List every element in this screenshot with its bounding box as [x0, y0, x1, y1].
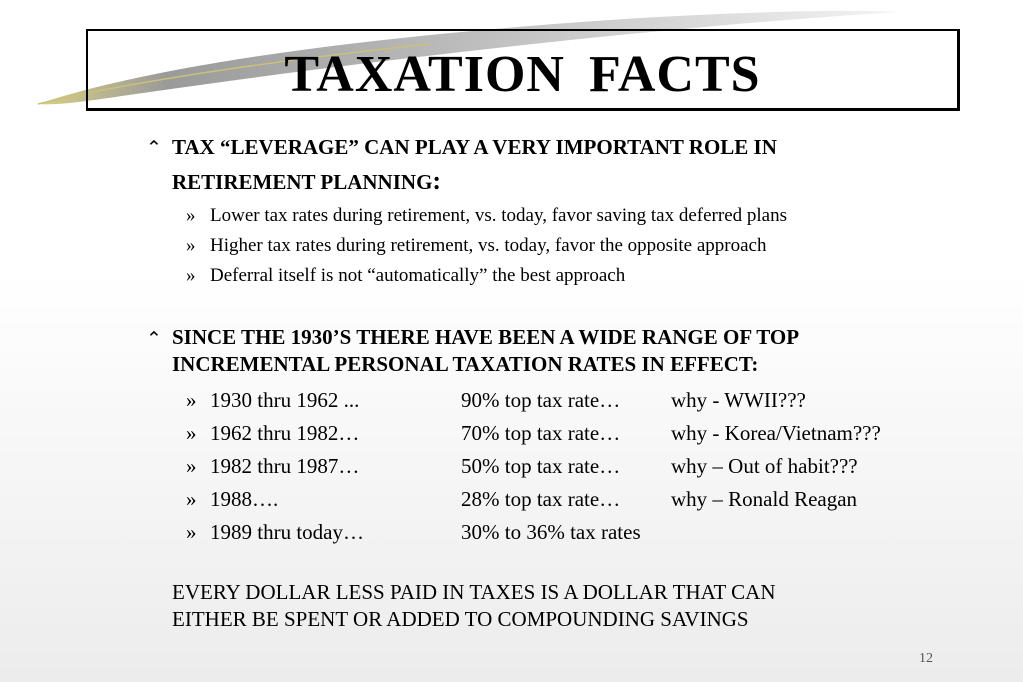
bullet-arrow-icon: ⌃ [146, 138, 162, 159]
rate-period: 1930 thru 1962 ... [210, 388, 360, 412]
rate-row [186, 486, 858, 512]
closing-line2: EITHER BE SPENT OR ADDED TO COMPOUNDING SAVINGS [172, 607, 749, 631]
section1-item [186, 264, 625, 288]
section1-item [186, 204, 787, 228]
section1-heading [172, 131, 952, 199]
slide-title: TAXATION FACTS [284, 46, 761, 103]
section1-heading-line2-wrap [172, 164, 952, 199]
section2-heading [172, 324, 952, 378]
rate-reason: why - Korea/Vietnam??? [671, 421, 881, 445]
sub-bullet-icon: » [186, 487, 197, 511]
sub-bullet-icon: » [186, 205, 196, 226]
section1-item [186, 234, 766, 258]
section1-heading-line2: RETIREMENT PLANNING [172, 170, 433, 194]
rate-period: 1982 thru 1987… [210, 454, 360, 478]
rate-value: 30% to 36% tax rates [461, 520, 641, 544]
rate-row [186, 453, 858, 479]
section1-item-text: Deferral itself is not “automatically” the best approach [210, 265, 626, 286]
section2-heading-line2: INCREMENTAL PERSONAL TAXATION RATES IN EFFECT: [172, 352, 759, 376]
rate-row [186, 519, 641, 545]
rate-value: 28% top tax rate… [461, 487, 621, 511]
rate-row [186, 420, 881, 446]
closing-statement [172, 579, 775, 633]
section1-item-text: Higher tax rates during retirement, vs. today, favor the opposite approach [210, 235, 767, 256]
sub-bullet-icon: » [186, 235, 196, 256]
rate-value: 70% top tax rate… [461, 421, 621, 445]
rate-reason: why – Ronald Reagan [671, 487, 858, 511]
rate-period: 1989 thru today… [210, 520, 364, 544]
rate-period: 1962 thru 1982… [210, 421, 360, 445]
sub-bullet-icon: » [186, 388, 197, 412]
sub-bullet-icon: » [186, 421, 197, 445]
rate-row [186, 387, 806, 413]
section1-heading-colon: : [432, 166, 442, 195]
rate-period: 1988…. [210, 487, 279, 511]
sub-bullet-icon: » [186, 454, 197, 478]
section1-heading-line1: TAX “LEVERAGE” CAN PLAY A VERY IMPORTANT ROLE IN [172, 135, 777, 159]
section2-heading-line1: SINCE THE 1930’S THERE HAVE BEEN A WIDE RANGE OF TOP [172, 325, 800, 349]
section1-item-text: Lower tax rates during retirement, vs. today, favor saving tax deferred plans [210, 205, 788, 226]
sub-bullet-icon: » [186, 520, 197, 544]
title-frame [86, 29, 960, 111]
rate-reason: why – Out of habit??? [671, 454, 858, 478]
bullet-arrow-icon: ⌃ [146, 329, 162, 350]
rate-reason: why - WWII??? [671, 388, 806, 412]
sub-bullet-icon: » [186, 265, 196, 286]
page-number: 12 [919, 651, 933, 666]
rate-value: 90% top tax rate… [461, 388, 621, 412]
rate-value: 50% top tax rate… [461, 454, 621, 478]
closing-line1: EVERY DOLLAR LESS PAID IN TAXES IS A DOLLAR THAT CAN [172, 580, 776, 604]
